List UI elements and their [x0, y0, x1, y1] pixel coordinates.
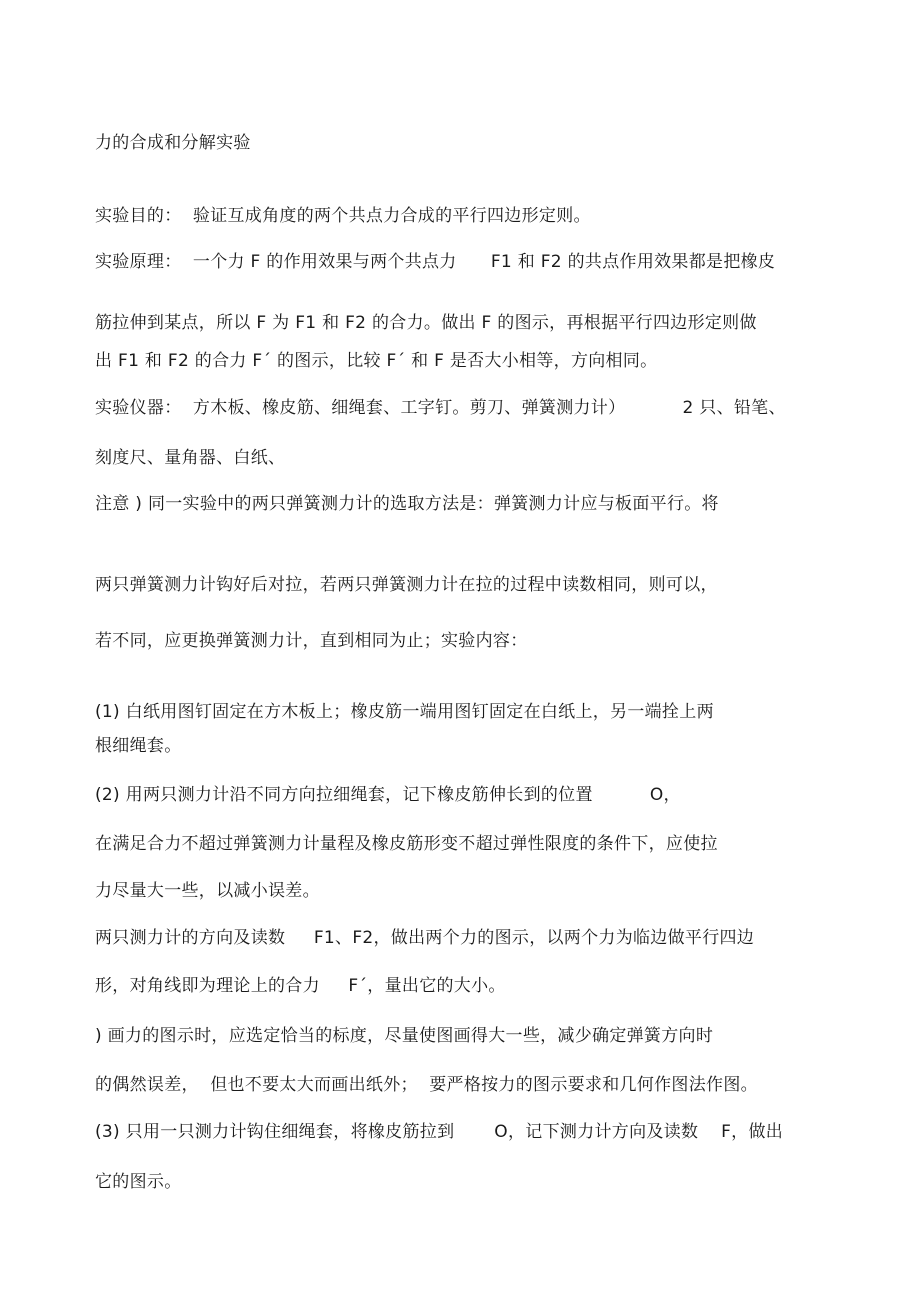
text-line: 根细绳套。 [95, 736, 182, 756]
text-line: 注意 ) 同一实验中的两只弹簧测力计的选取方法是：弹簧测力计应与板面平行。将 [95, 494, 719, 514]
text-line: 它的图示。 [95, 1172, 182, 1192]
text-line: (2) 用两只测力计沿不同方向拉细绳套，记下橡皮筋伸长到的位置 O， [95, 785, 681, 805]
text-line: 两只测力计的方向及读数 F1、F2，做出两个力的图示，以两个力为临边做平行四边 [95, 928, 755, 948]
text-line: 的偶然误差， 但也不要太大而画出纸外； 要严格按力的图示要求和几何作图法作图。 [95, 1075, 758, 1095]
text-line: 力尽量大一些，以减小误差。 [95, 881, 320, 901]
text-line: 筋拉伸到某点，所以 F 为 F1 和 F2 的合力。做出 F 的图示，再根据平行四边形定则做 [95, 313, 757, 333]
text-line: 出 F1 和 F2 的合力 F´ 的图示，比较 F´ 和 F 是否大小相等，方向相同。 [95, 351, 658, 371]
text-line: 形，对角线即为理论上的合力 F´，量出它的大小。 [95, 976, 506, 996]
text-line: 刻度尺、量角器、白纸、 [95, 448, 286, 468]
document-title: 力的合成和分解实验 [95, 133, 251, 153]
text-line: 若不同，应更换弹簧测力计，直到相同为止；实验内容： [95, 631, 528, 651]
text-line: 在满足合力不超过弹簧测力计量程及橡皮筋形变不超过弹性限度的条件下，应使拉 [95, 834, 718, 854]
text-line: (3) 只用一只测力计钩住细绳套，将橡皮筋拉到 O，记下测力计方向及读数 F，做出 [95, 1122, 784, 1142]
text-line: 两只弹簧测力计钩好后对拉，若两只弹簧测力计在拉的过程中读数相同，则可以， [95, 575, 718, 595]
text-line: (1) 白纸用图钉固定在方木板上；橡皮筋一端用图钉固定在白纸上，另一端拴上两 [95, 702, 714, 722]
text-line: ) 画力的图示时，应选定恰当的标度，尽量使图画得大一些，减少确定弹簧方向时 [95, 1026, 714, 1046]
text-line: 实验目的： 验证互成角度的两个共点力合成的平行四边形定则。 [95, 206, 591, 226]
text-line: 实验仪器： 方木板、橡皮筋、细绳套、工字钉。剪刀、弹簧测力计） 2 只、铅笔、 [95, 398, 786, 418]
text-line: 实验原理： 一个力 F 的作用效果与两个共点力 F1 和 F2 的共点作用效果都是把橡皮 [95, 252, 776, 272]
